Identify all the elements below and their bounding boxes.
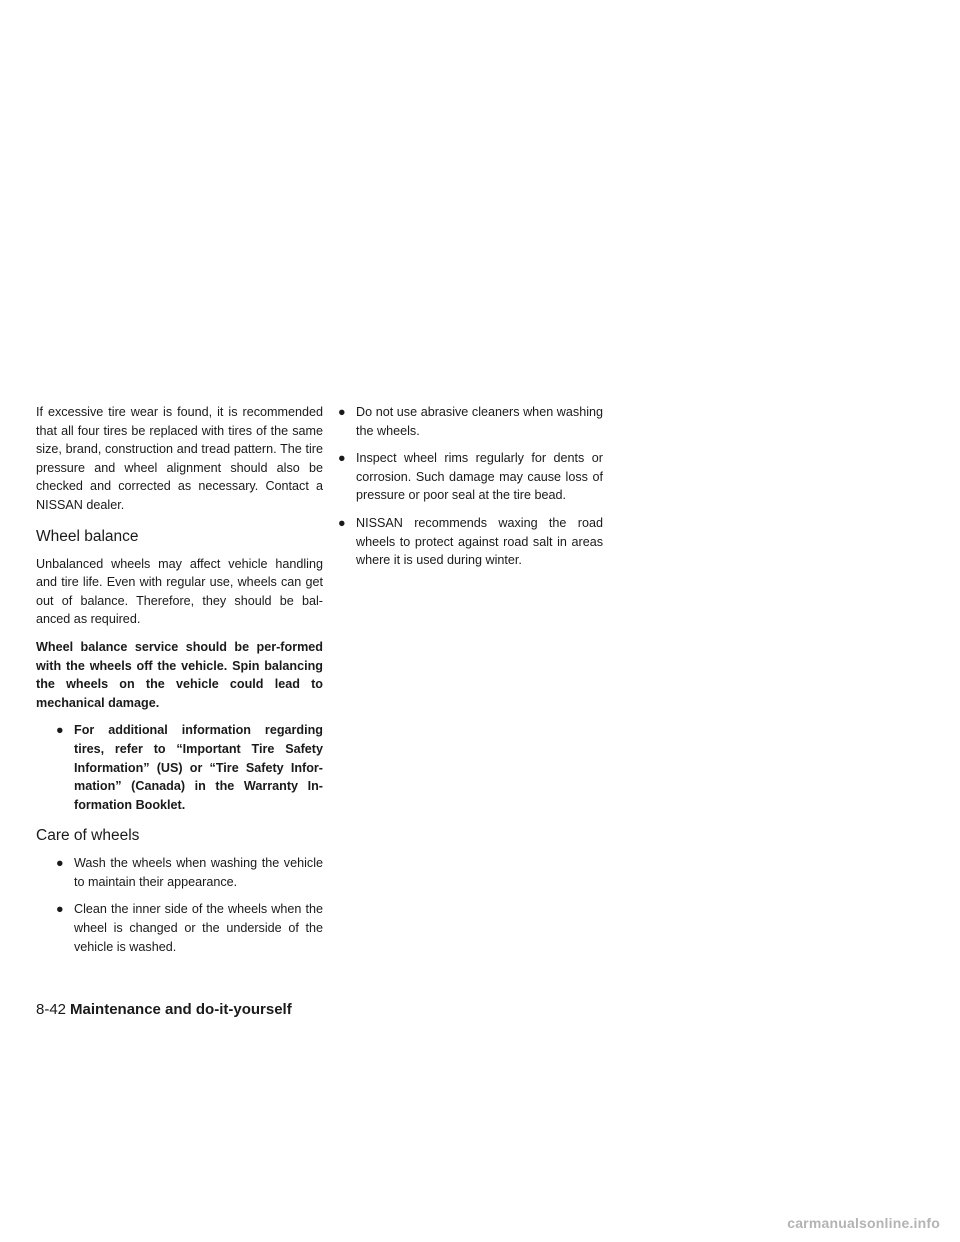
wheel-balance-bullet-list (36, 721, 323, 814)
intro-paragraph: If excessive tire wear is found, it is recommended that all four tires be replaced with tires of the same size, brand, construction and tread pattern. The tire pressure and wheel alignment should also be checked and corrected as necessary. Contact a NISSAN dealer. (36, 405, 323, 512)
bullet-icon: ● (56, 723, 64, 738)
wheel-balance-paragraph: Unbalanced wheels may affect vehicle handling and tire life. Even with regular use, wheels can get out of balance. Therefore, they should be bal-anced as required. (36, 556, 323, 627)
section-title: Maintenance and do-it-yourself (70, 1001, 292, 1018)
bullet-text: NISSAN recommends waxing the road wheels to protect against road salt in areas where it is used during winter. (356, 515, 603, 568)
bullet-text: Clean the inner side of the wheels when the wheel is changed or the underside of the vehicle is washed. (74, 902, 323, 954)
bullet-text: For additional information regarding tires, refer to “Important Tire Safety Information” (US) or “Tire Safety Infor-mation” (Canada) in the Warranty In-formation Booklet. (74, 723, 323, 812)
care-of-wheels-bullet-list (36, 854, 323, 956)
list-item (36, 900, 323, 956)
wheel-balance-warning: Wheel balance service should be per-formed with the wheels off the vehicle. Spin balancing the wheels on the vehicle could lead to mechanical damage. (36, 639, 323, 710)
left-column (36, 403, 323, 965)
list-item (338, 449, 603, 505)
bullet-text: Wash the wheels when washing the vehicle to maintain their appearance. (74, 856, 323, 889)
page-number: 8-42 (36, 1001, 67, 1018)
bullet-icon: ● (338, 405, 346, 419)
bullet-icon: ● (338, 515, 346, 530)
list-item (36, 854, 323, 891)
right-column (338, 403, 603, 579)
bullet-icon: ● (338, 451, 346, 466)
care-of-wheels-heading: Care of wheels (36, 827, 140, 845)
list-item (36, 721, 323, 814)
list-item (338, 514, 603, 570)
right-bullet-list (338, 403, 603, 570)
wheel-balance-heading: Wheel balance (36, 527, 139, 545)
list-item (338, 403, 603, 440)
bullet-text: Inspect wheel rims regularly for dents or corrosion. Such damage may cause loss of pressure or poor seal at the tire bead. (356, 451, 603, 503)
page-footer (36, 1000, 292, 1020)
watermark-text: carmanualsonline.info (787, 1215, 940, 1231)
bullet-text: Do not use abrasive cleaners when washing the wheels. (356, 405, 603, 438)
bullet-icon: ● (56, 902, 64, 917)
bullet-icon: ● (56, 856, 64, 871)
